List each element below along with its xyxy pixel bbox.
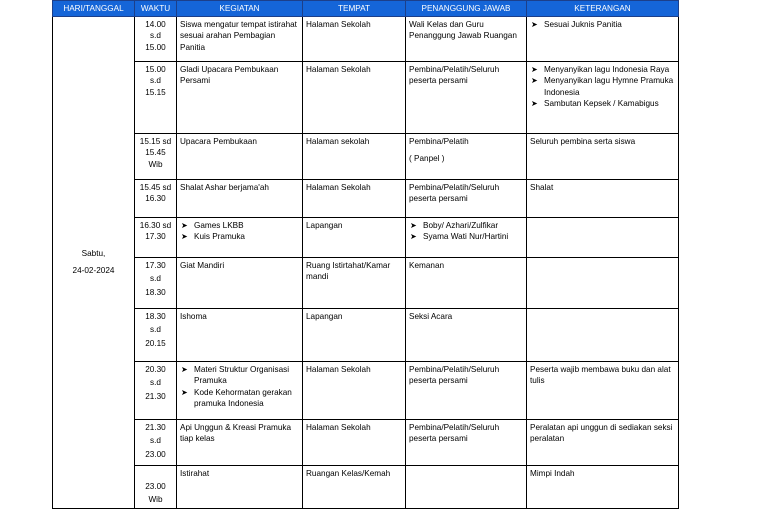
time-line: 15.45: [145, 148, 166, 158]
time-line: 21.30: [145, 423, 166, 432]
keterangan-cell: [527, 218, 679, 258]
kegiatan-cell: [177, 420, 303, 466]
list-item: ➤ Games LKBB: [180, 220, 299, 231]
time-line: 23.00: [145, 449, 166, 459]
keterangan-list: [530, 19, 675, 30]
kegiatan-text: Siswa mengatur tempat istirahat sesuai arahan Pembagian Panitia: [180, 20, 297, 52]
tempat-cell: [303, 362, 406, 420]
time-line: 20.15: [145, 338, 166, 348]
tempat-cell: [303, 17, 406, 62]
time-line: s.d: [150, 76, 161, 86]
time-line: 17.30: [145, 232, 166, 242]
time-line: 15.15: [145, 87, 166, 97]
kegiatan-text: Api Unggun & Kreasi Pramuka tiap kelas: [180, 423, 292, 444]
keterangan-cell: [527, 17, 679, 62]
tempat-cell: [303, 258, 406, 309]
pj-text: Wali Kelas dan Guru Penanggung Jawab Ruangan: [409, 20, 517, 41]
table-row: [53, 362, 679, 420]
time-line: s.d: [150, 436, 161, 446]
time-line: 15.00: [145, 65, 166, 74]
time-line: 18.30: [145, 287, 166, 297]
tempat-cell: [303, 180, 406, 218]
day-text: Sabtu,: [81, 249, 106, 258]
kegiatan-text: Shalat Ashar berjama'ah: [180, 183, 269, 192]
time-cell: [135, 362, 177, 420]
date-text: 24-02-2024: [72, 266, 115, 276]
kegiatan-list: [180, 220, 299, 243]
penanggung-jawab-cell: [406, 218, 527, 258]
list-item: ➤ Menyanyikan lagu Hymne Pramuka Indonesia: [530, 75, 675, 98]
list-item: ➤ Menyanyikan lagu Indonesia Raya: [530, 64, 675, 75]
kegiatan-text: Ishoma: [180, 312, 207, 321]
pj-text: Pembina/Pelatih/Seluruh peserta persami: [409, 65, 500, 86]
kegiatan-text: Giat Mandiri: [180, 261, 225, 270]
tempat-text: Halaman Sekolah: [306, 423, 371, 432]
pj-note: ( Panpel ): [409, 154, 445, 164]
keterangan-cell: [527, 62, 679, 134]
time-cell: [135, 466, 177, 509]
list-item: ➤ Sambutan Kepsek / Kamabigus: [530, 98, 675, 109]
table-row: [53, 134, 679, 180]
time-cell: [135, 17, 177, 62]
kegiatan-cell: [177, 134, 303, 180]
pj-text: Kemanan: [409, 261, 445, 270]
time-line: 15.45 sd: [139, 183, 172, 192]
time-cell: [135, 309, 177, 362]
schedule-sheet: [52, 0, 679, 509]
header-row: [53, 1, 679, 17]
list-item: ➤ Boby/ Azhari/Zulfikar: [409, 220, 523, 231]
tempat-text: Lapangan: [306, 312, 343, 321]
penanggung-jawab-cell: [406, 420, 527, 466]
keterangan-cell: [527, 362, 679, 420]
table-row: [53, 466, 679, 509]
list-item: ➤ Materi Struktur Organisasi Pramuka: [180, 364, 299, 387]
penanggung-jawab-cell: [406, 134, 527, 180]
penanggung-jawab-cell: [406, 17, 527, 62]
kegiatan-text: Gladi Upacara Pembukaan Persami: [180, 65, 279, 86]
tempat-text: Lapangan: [306, 221, 343, 230]
col-header-penanggung-jawab: PENANGGUNG JAWAB: [406, 1, 527, 17]
time-line: 14.00: [145, 20, 166, 29]
table-row: [53, 309, 679, 362]
penanggung-jawab-cell: [406, 309, 527, 362]
penanggung-jawab-cell: [406, 180, 527, 218]
keterangan-cell: [527, 134, 679, 180]
keterangan-text: Peserta wajib membawa buku dan alat tulis: [530, 365, 671, 386]
penanggung-jawab-cell: [406, 258, 527, 309]
time-line: 17.30: [145, 261, 166, 270]
time-line: 15.00: [145, 42, 166, 52]
tempat-text: Halaman Sekolah: [306, 20, 371, 29]
time-cell: [135, 134, 177, 180]
penanggung-jawab-cell: [406, 466, 527, 509]
kegiatan-text: Upacara Pembukaan: [180, 137, 257, 146]
time-line: Wib: [148, 495, 163, 505]
col-header-kegiatan: KEGIATAN: [177, 1, 303, 17]
tempat-cell: [303, 466, 406, 509]
time-line: s.d: [150, 378, 161, 388]
time-line: 21.30: [145, 391, 166, 401]
list-item: ➤ Syama Wati Nur/Hartini: [409, 231, 523, 242]
pj-text: Pembina/Pelatih/Seluruh peserta persami: [409, 183, 500, 204]
pj-text: Pembina/Pelatih/Seluruh peserta persami: [409, 365, 500, 386]
tempat-text: Halaman Sekolah: [306, 65, 371, 74]
time-cell: [135, 258, 177, 309]
kegiatan-cell: [177, 258, 303, 309]
tempat-text: Halaman Sekolah: [306, 183, 371, 192]
pj-text: Seksi Acara: [409, 312, 453, 321]
keterangan-cell: [527, 180, 679, 218]
time-line: 23.00: [145, 482, 166, 491]
tempat-text: Halaman sekolah: [306, 137, 370, 146]
penanggung-jawab-cell: [406, 362, 527, 420]
col-header-hari: HARI/TANGGAL: [53, 1, 135, 17]
table-row: [53, 62, 679, 134]
tempat-cell: [303, 134, 406, 180]
pj-list: [409, 220, 523, 243]
col-header-waktu: WAKTU: [135, 1, 177, 17]
list-item: ➤ Sesuai Juknis Panitia: [530, 19, 675, 30]
keterangan-text: Seluruh pembina serta siswa: [530, 137, 636, 146]
schedule-table: [52, 0, 679, 509]
keterangan-list: [530, 64, 675, 109]
time-line: 20.30: [145, 365, 166, 374]
tempat-cell: [303, 218, 406, 258]
col-header-keterangan: KETERANGAN: [527, 1, 679, 17]
time-line: s.d: [150, 325, 161, 335]
time-line: [138, 468, 173, 479]
list-item: ➤ Kode Kehormatan gerakan pramuka Indonesia: [180, 387, 299, 410]
tempat-cell: [303, 309, 406, 362]
time-cell: [135, 420, 177, 466]
kegiatan-text: Istirahat: [180, 469, 210, 478]
time-line: 16.30: [145, 194, 166, 204]
kegiatan-cell: [177, 309, 303, 362]
kegiatan-cell: [177, 466, 303, 509]
time-line: Wib: [148, 159, 163, 169]
tempat-text: Ruang Istirtahat/Kamar mandi: [306, 261, 391, 282]
pj-text: Pembina/Pelatih/Seluruh peserta persami: [409, 423, 500, 444]
kegiatan-cell: [177, 180, 303, 218]
pj-text: Pembina/Pelatih: [409, 137, 469, 146]
keterangan-cell: [527, 258, 679, 309]
table-row: [53, 180, 679, 218]
tempat-text: Ruangan Kelas/Kemah: [306, 469, 391, 478]
time-cell: [135, 62, 177, 134]
keterangan-cell: [527, 309, 679, 362]
keterangan-cell: [527, 466, 679, 509]
kegiatan-cell: [177, 62, 303, 134]
date-cell: [53, 17, 135, 509]
kegiatan-list: [180, 364, 299, 409]
list-item: ➤ Kuis Pramuka: [180, 231, 299, 242]
keterangan-text: Shalat: [530, 183, 554, 192]
time-cell: [135, 180, 177, 218]
time-line: 16.30 sd: [139, 221, 172, 230]
kegiatan-cell: [177, 17, 303, 62]
keterangan-text: Mimpi Indah: [530, 469, 575, 478]
keterangan-text: Peralatan api unggun di sediakan seksi peralatan: [530, 423, 673, 444]
tempat-text: Halaman Sekolah: [306, 365, 371, 374]
time-line: 15.15 sd: [139, 137, 172, 146]
table-row: [53, 17, 679, 62]
time-cell: [135, 218, 177, 258]
col-header-tempat: TEMPAT: [303, 1, 406, 17]
tempat-cell: [303, 420, 406, 466]
keterangan-cell: [527, 420, 679, 466]
penanggung-jawab-cell: [406, 62, 527, 134]
kegiatan-cell: [177, 362, 303, 420]
tempat-cell: [303, 62, 406, 134]
time-line: s.d: [150, 274, 161, 284]
kegiatan-cell: [177, 218, 303, 258]
time-line: s.d: [150, 31, 161, 41]
table-row: [53, 258, 679, 309]
table-row: [53, 218, 679, 258]
time-line: 18.30: [145, 312, 166, 321]
table-row: [53, 420, 679, 466]
